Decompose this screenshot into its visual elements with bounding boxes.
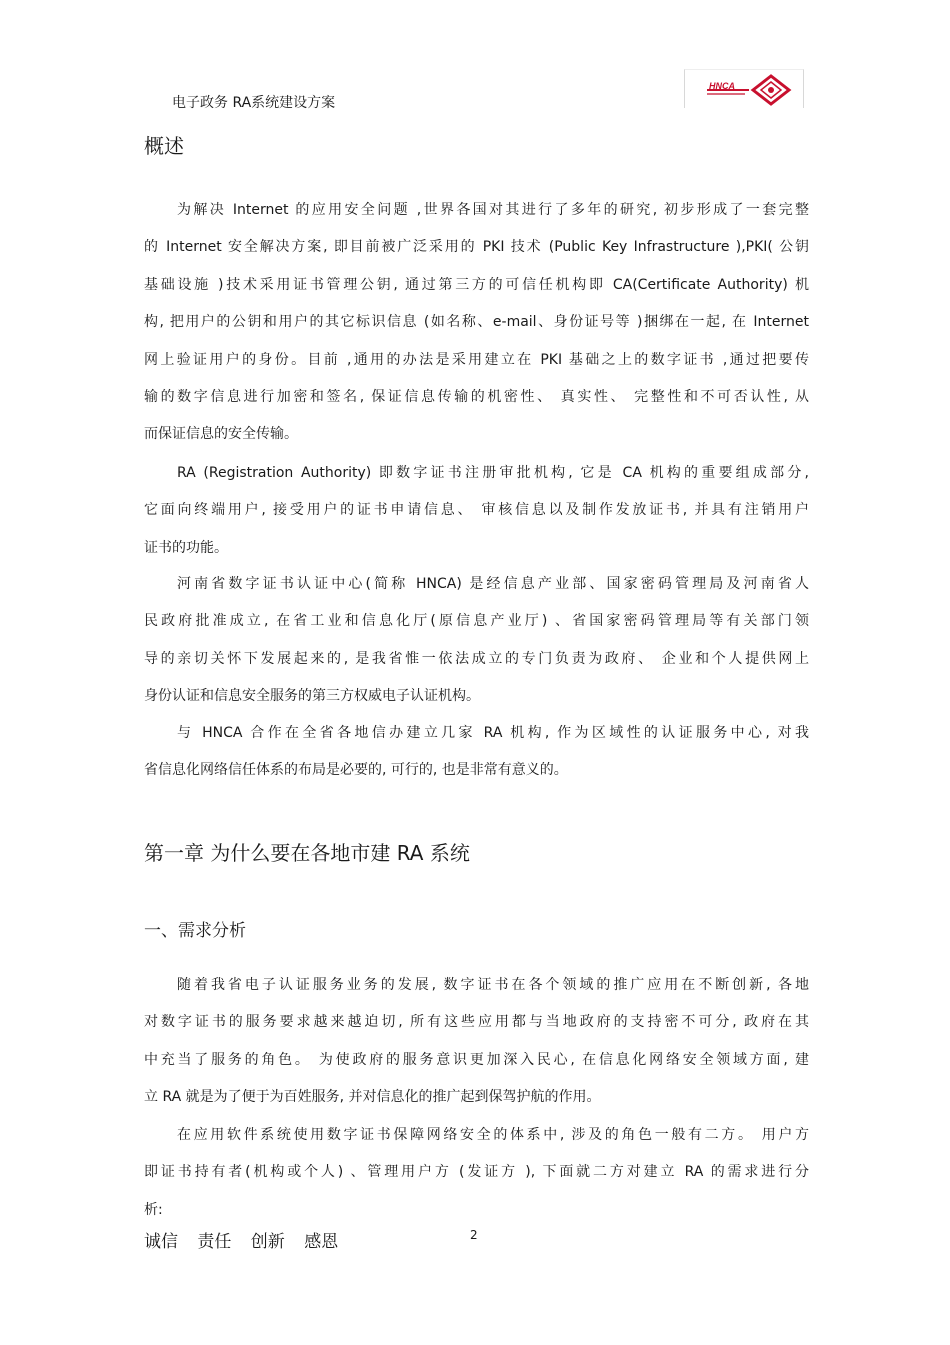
- text-line: 它面向终端用户, 接受用户的证书申请信息、 审核信息以及制作发放证书, 并具有注销用户: [144, 502, 809, 519]
- text-line: 为解决 Internet 的应用安全问题 ,世界各国对其进行了多年的研究, 初步形成了一套完整: [177, 202, 809, 218]
- section-heading: 一、需求分析: [144, 921, 246, 941]
- text-line: 河南省数字证书认证中心(简称 HNCA) 是经信息产业部、国家密码管理局及河南省人: [177, 576, 809, 592]
- text-line: 输的数字信息进行加密和签名, 保证信息传输的机密性、 真实性、 完整性和不可否认性, 从: [144, 389, 809, 406]
- text-line: 在应用软件系统使用数字证书保障网络安全的体系中, 涉及的角色一般有二方。 用户方: [177, 1127, 809, 1143]
- header-title: 电子政务 RA系统建设方案: [172, 95, 336, 111]
- text-line: 立 RA 就是为了便于为百姓服务, 并对信息化的推广起到保驾护航的作用。: [144, 1089, 601, 1106]
- text-line: 证书的功能。: [144, 539, 228, 556]
- text-line: RA (Registration Authority) 即数字证书注册审批机构, 它是 CA 机构的重要组成部分,: [177, 465, 809, 481]
- section-paragraph-2: [144, 1117, 809, 1229]
- text-line: 基础设施 )技术采用证书管理公钥, 通过第三方的可信任机构即 CA(Certificate Authority) 机: [144, 276, 809, 293]
- hnca-logo-icon: [685, 70, 803, 108]
- section-paragraph-1: [144, 967, 809, 1117]
- overview-paragraph-1: [144, 192, 809, 454]
- overview-paragraph-3: [144, 566, 809, 716]
- overview-heading: 概述: [144, 134, 184, 158]
- page-number: 2: [470, 1228, 478, 1242]
- text-line: 随着我省电子认证服务业务的发展, 数字证书在各个领域的推广应用在不断创新, 各地: [177, 977, 809, 993]
- text-line: 构, 把用户的公钥和用户的其它标识信息 (如名称、e-mail、身份证号等 )捆绑在一起, 在 Internet: [144, 314, 809, 331]
- overview-paragraph-4: [144, 715, 809, 790]
- chapter-heading: 第一章 为什么要在各地市建 RA 系统: [144, 841, 470, 865]
- text-line: 对数字证书的服务要求越来越迫切, 所有这些应用都与当地政府的支持密不可分, 政府在其: [144, 1014, 809, 1031]
- hnca-logo: [684, 69, 804, 108]
- text-line: 民政府批准成立, 在省工业和信息化厅(原信息产业厅) 、省国家密码管理局等有关部门领: [144, 613, 809, 630]
- logo-text: HNCA: [709, 81, 735, 91]
- text-line: 中充当了服务的角色。 为使政府的服务意识更加深入民心, 在信息化网络安全领域方面, 建: [144, 1051, 809, 1068]
- text-line: 的 Internet 安全解决方案, 即目前被广泛采用的 PKI 技术 (Public Key Infrastructure ),PKI( 公钥: [144, 239, 809, 256]
- text-line: 即证书持有者(机构或个人) 、管理用户方 (发证方 ), 下面就二方对建立 RA 的需求进行分: [144, 1164, 809, 1181]
- text-line: 而保证信息的安全传输。: [144, 426, 298, 443]
- text-line: 身份认证和信息安全服务的第三方权威电子认证机构。: [144, 688, 480, 705]
- footer-motto: 诚信 责任 创新 感恩: [144, 1232, 339, 1252]
- text-line: 省信息化网络信任体系的布局是必要的, 可行的, 也是非常有意义的。: [144, 762, 568, 779]
- text-line: 导的亲切关怀下发展起来的, 是我省惟一依法成立的专门负责为政府、 企业和个人提供网上: [144, 650, 809, 667]
- text-line: 析:: [144, 1201, 163, 1218]
- overview-paragraph-2: [144, 455, 809, 567]
- text-line: 与 HNCA 合作在全省各地信办建立几家 RA 机构, 作为区域性的认证服务中心, 对我: [177, 725, 809, 741]
- text-line: 网上验证用户的身份。目前 ,通用的办法是采用建立在 PKI 基础之上的数字证书 ,通过把要传: [144, 351, 809, 368]
